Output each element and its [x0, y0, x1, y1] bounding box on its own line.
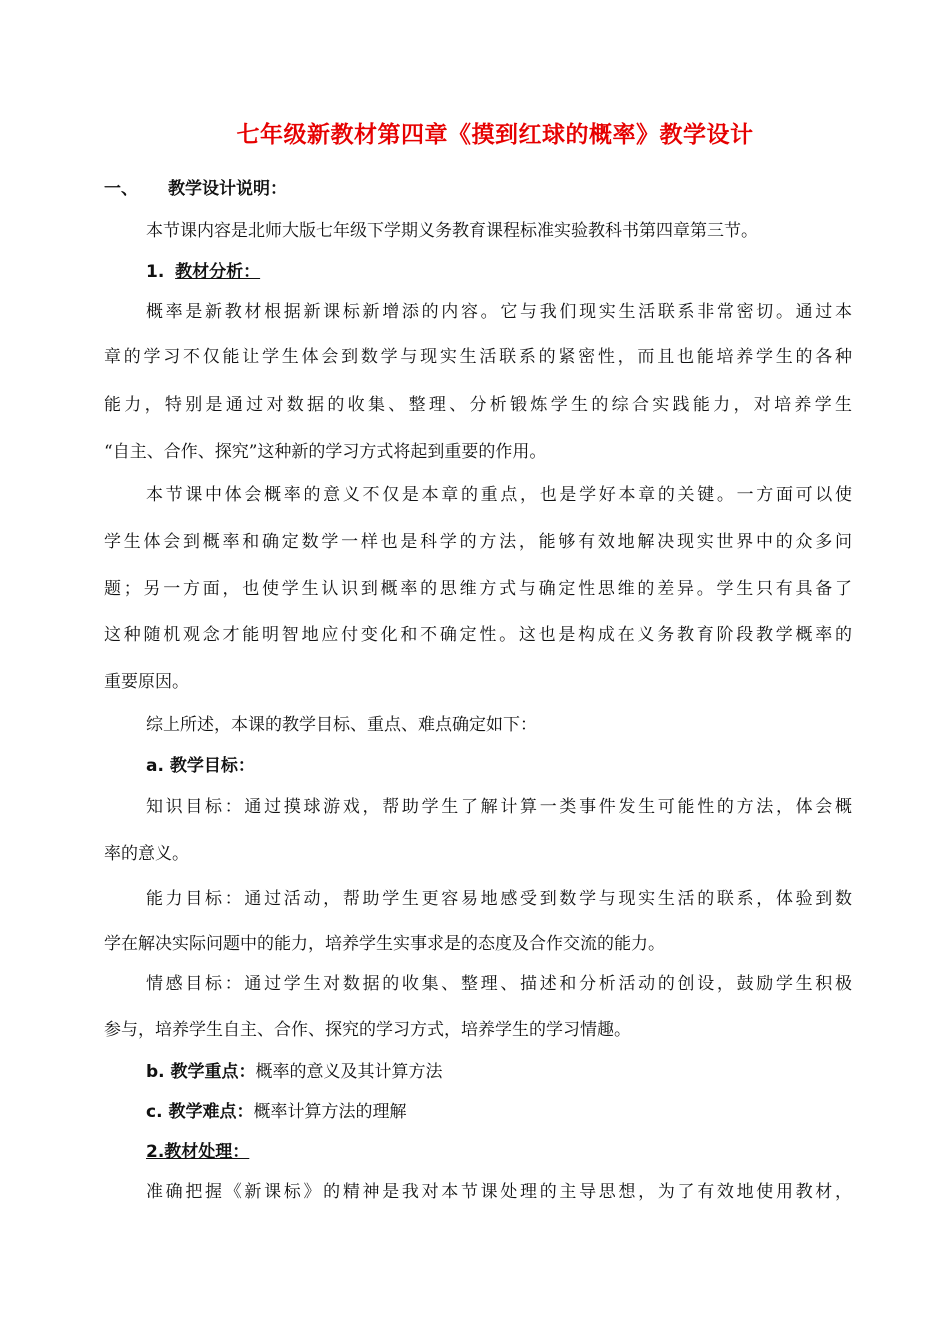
paragraph-line: 学生体会到概率和确定数学一样也是科学的方法，能够有效地解决现实世界中的众多问 — [104, 532, 852, 552]
paragraph-line: 章的学习不仅能让学生体会到数学与现实生活联系的紧密性，而且也能培养学生的各种 — [104, 347, 852, 367]
paragraph-line: 能力目标：通过活动，帮助学生更容易地感受到数学与现实生活的联系，体验到数 — [146, 889, 852, 909]
key-point-text: 概率的意义及其计算方法 — [255, 1062, 443, 1082]
difficult-point-text: 概率计算方法的理解 — [253, 1102, 407, 1122]
section-heading-text: 教学设计说明： — [168, 179, 287, 199]
summary-line: 综上所述，本课的教学目标、重点、难点确定如下： — [146, 715, 537, 735]
paragraph-line: 情感目标：通过学生对数据的收集、整理、描述和分析活动的创设，鼓励学生积极 — [146, 974, 852, 994]
paragraph-line: 准确把握《新课标》的精神是我对本节课处理的主导思想，为了有效地使用教材， — [146, 1182, 852, 1202]
paragraph-line: 这种随机观念才能明智地应付变化和不确定性。这也是构成在义务教育阶段教学概率的 — [104, 625, 852, 645]
difficult-point-label: c. 教学难点： — [146, 1102, 254, 1122]
key-point-label: b. 教学重点： — [146, 1062, 256, 1082]
paragraph-line: 重要原因。 — [104, 672, 189, 692]
paragraph-line: 知识目标：通过摸球游戏，帮助学生了解计算一类事件发生可能性的方法，体会概 — [146, 797, 852, 817]
subsection-heading-1 — [146, 261, 852, 283]
subsection-heading-2: 2.教材处理： — [146, 1142, 250, 1162]
subsection-number: 1. — [146, 262, 165, 282]
document-title: 七年级新教材第四章《摸到红球的概率》教学设计 — [236, 122, 754, 148]
paragraph-line: 率的意义。 — [104, 844, 189, 864]
paragraph-line: 本节课中体会概率的意义不仅是本章的重点，也是学好本章的关键。一方面可以使 — [146, 485, 852, 505]
difficult-point-line — [146, 1101, 852, 1123]
key-point-line — [146, 1061, 852, 1083]
section-heading-1 — [104, 178, 852, 200]
paragraph-line: 学在解决实际问题中的能力，培养学生实事求是的态度及合作交流的能力。 — [104, 934, 665, 954]
paragraph-line: 概率是新教材根据新课标新增添的内容。它与我们现实生活联系非常密切。通过本 — [146, 302, 852, 322]
paragraph-line: 能力，特别是通过对数据的收集、整理、分析锻炼学生的综合实践能力，对培养学生 — [104, 395, 852, 415]
paragraph-line: 参与，培养学生自主、合作、探究的学习方式，培养学生的学习情趣。 — [104, 1020, 631, 1040]
subsection-heading-text: 教材分析： — [175, 262, 261, 282]
goals-heading: a. 教学目标： — [146, 756, 255, 776]
section-number: 一、 — [104, 179, 138, 199]
paragraph-line: “自主、合作、探究”这种新的学习方式将起到重要的作用。 — [104, 442, 547, 462]
intro-paragraph: 本节课内容是北师大版七年级下学期义务教育课程标准实验教科书第四章第三节。 — [146, 221, 758, 241]
paragraph-line: 题；另一方面，也使学生认识到概率的思维方式与确定性思维的差异。学生只有具备了 — [104, 579, 852, 599]
